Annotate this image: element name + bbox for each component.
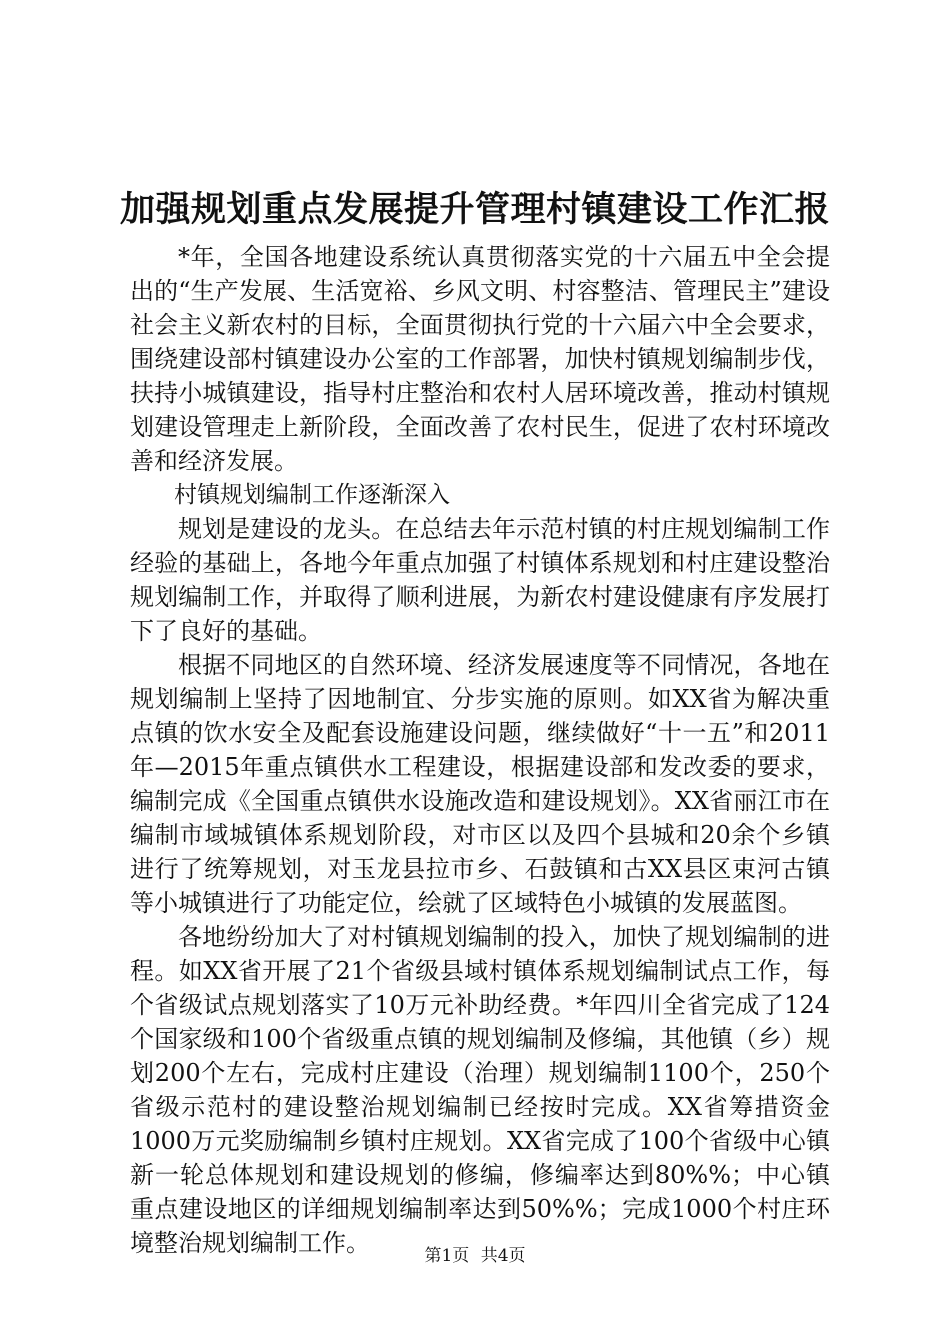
page-footer — [0, 1244, 950, 1268]
paragraph-planning-leader: 规划是建设的龙头。在总结去年示范村镇的村庄规划编制工作经验的基础上，各地今年重点加强了村镇体系规划和村庄建设整治规划编制工作，并取得了顺利进展，为新农村建设健康有序发展打下了良好的基础。 — [130, 515, 830, 645]
document-body — [130, 240, 830, 1260]
paragraph-intro: *年，全国各地建设系统认真贯彻落实党的十六届五中全会提出的“生产发展、生活宽裕、乡风文明、村容整洁、管理民主”建设社会主义新农村的目标，全面贯彻执行党的十六届六中全会要求，围绕建设部村镇建设办公室的工作部署，加快村镇规划编制步伐，扶持小城镇建设，指导村庄整治和农村人居环境改善，推动村镇规划建设管理走上新阶段，全面改善了农村民生，促进了农村环境改善和经济发展。 — [130, 243, 830, 475]
paragraph-local-conditions: 根据不同地区的自然环境、经济发展速度等不同情况，各地在规划编制上坚持了因地制宜、分步实施的原则。如XX省为解决重点镇的饮水安全及配套设施建设问题，继续做好“十一五”和2011年—2015年重点镇供水工程建设，根据建设部和发改委的要求，编制完成《全国重点镇供水设施改造和建设规划》。XX省丽江市在编制市域城镇体系规划阶段，对市区以及四个县城和20余个乡镇进行了统筹规划，对玉龙县拉市乡、石鼓镇和古XX县区束河古镇等小城镇进行了功能定位，绘就了区域特色小城镇的发展蓝图。 — [130, 651, 830, 917]
section-heading: 村镇规划编制工作逐渐深入 — [174, 482, 450, 508]
page-total: 共4页 — [480, 1246, 526, 1266]
page-number: 第1页 — [424, 1246, 470, 1266]
document-title: 加强规划重点发展提升管理村镇建设工作汇报 — [119, 189, 830, 230]
paragraph-investment: 各地纷纷加大了对村镇规划编制的投入，加快了规划编制的进程。如XX省开展了21个省级县域村镇体系规划编制试点工作，每个省级试点规划落实了10万元补助经费。*年四川全省完成了124个国家级和100个省级重点镇的规划编制及修编，其他镇（乡）规划200个左右，完成村庄建设（治理）规划编制1100个，250个省级示范村的建设整治规划编制已经按时完成。XX省筹措资金1000万元奖励编制乡镇村庄规划。XX省完成了100个省级中心镇新一轮总体规划和建设规划的修编，修编率达到80%%；中心镇重点建设地区的详细规划编制率达到50%%；完成1000个村庄环境整治规划编制工作。 — [130, 923, 830, 1257]
